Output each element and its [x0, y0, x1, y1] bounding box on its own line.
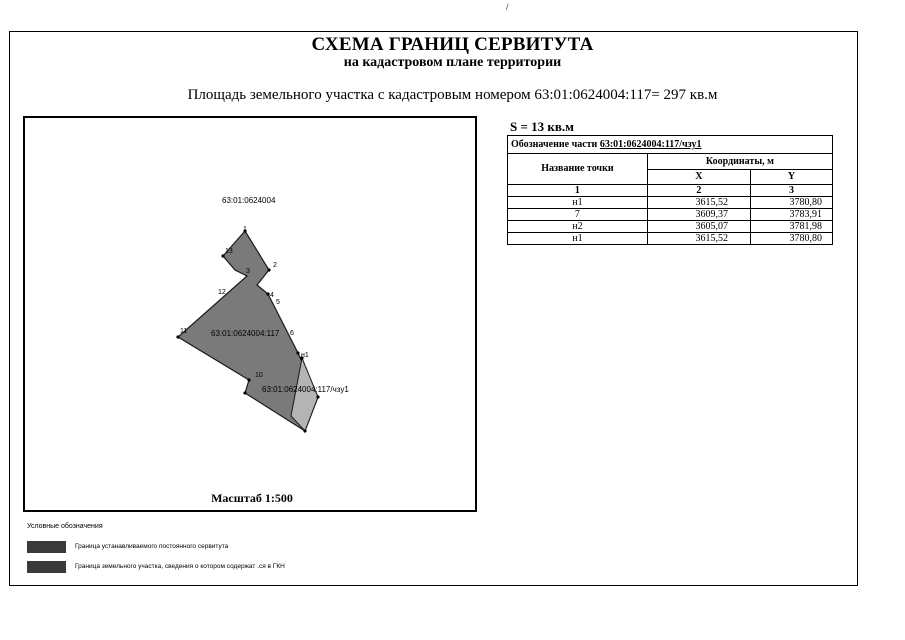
coord-y: 3780,80: [750, 197, 832, 209]
table-row: [508, 221, 833, 233]
point-label-11: 11: [180, 328, 188, 335]
coord-x: 3615,52: [647, 233, 750, 245]
point-label-2: 2: [273, 262, 277, 269]
coordinates-table: [507, 135, 833, 245]
col-x: X: [647, 169, 750, 185]
point-label-4: 4: [270, 292, 274, 299]
servitude-label: 63:01:0624004:117/чзу1: [262, 385, 349, 394]
part-id: 63:01:0624004:117/чзу1: [599, 139, 702, 150]
parcel-label: 63:01:0624004:117: [211, 329, 280, 338]
point-label-3: 3: [246, 268, 250, 275]
legend-text: Граница устанавливаемого постоянного сервитута: [75, 543, 229, 550]
point-label-12: 12: [218, 289, 226, 296]
map-drawing: [25, 118, 479, 514]
column-number: 3: [750, 185, 832, 197]
col-coordinates: Координаты, м: [647, 154, 832, 170]
page-title: СХЕМА ГРАНИЦ СЕРВИТУТА: [311, 34, 594, 55]
header-row: [508, 154, 833, 170]
servitude-area: S = 13 кв.м: [510, 119, 575, 134]
part-prefix: Обозначение части: [511, 139, 598, 150]
coord-y: 3783,91: [750, 209, 832, 221]
coord-x: 3609,37: [647, 209, 750, 221]
cadastral-map: [23, 116, 477, 512]
point-name: н1: [508, 197, 648, 209]
parcel-area-text: Площадь земельного участка с кадастровым номером 63:01:0624004:117= 297 кв.м: [187, 87, 718, 103]
point-label-6: 6: [290, 330, 294, 337]
column-number-row: [508, 185, 833, 197]
point-name: н2: [508, 221, 648, 233]
point-label-13: 13: [225, 248, 233, 255]
table-row: [508, 233, 833, 245]
map-scale: Масштаб 1:500: [211, 491, 293, 505]
legend-swatch: [27, 541, 66, 553]
point-label-5: 5: [276, 299, 280, 306]
coord-x: 3605,07: [647, 221, 750, 233]
column-number: 1: [508, 185, 648, 197]
point-label-10: 10: [255, 372, 263, 379]
point-label-1: 1: [243, 226, 247, 233]
col-point-name: Название точки: [508, 154, 648, 185]
point-name: н1: [508, 233, 648, 245]
legend-swatch: [27, 561, 66, 573]
table-row: [508, 197, 833, 209]
quarter-label: 63:01:0624004: [222, 196, 276, 205]
column-number: 2: [647, 185, 750, 197]
table-row: [508, 209, 833, 221]
legend-title: Условные обозначения: [27, 523, 103, 530]
coord-y: 3780,80: [750, 233, 832, 245]
scan-artifact-mark: /: [506, 2, 509, 12]
coord-y: 3781,98: [750, 221, 832, 233]
part-designation-row: [508, 136, 833, 154]
point-name: 7: [508, 209, 648, 221]
point-label-n1: н1: [301, 352, 309, 359]
col-y: Y: [750, 169, 832, 185]
coord-x: 3615,52: [647, 197, 750, 209]
page-subtitle: на кадастровом плане территории: [343, 55, 562, 70]
legend-text: Граница земельного участка, сведения о котором содержат .ся в ГКН: [75, 563, 285, 570]
